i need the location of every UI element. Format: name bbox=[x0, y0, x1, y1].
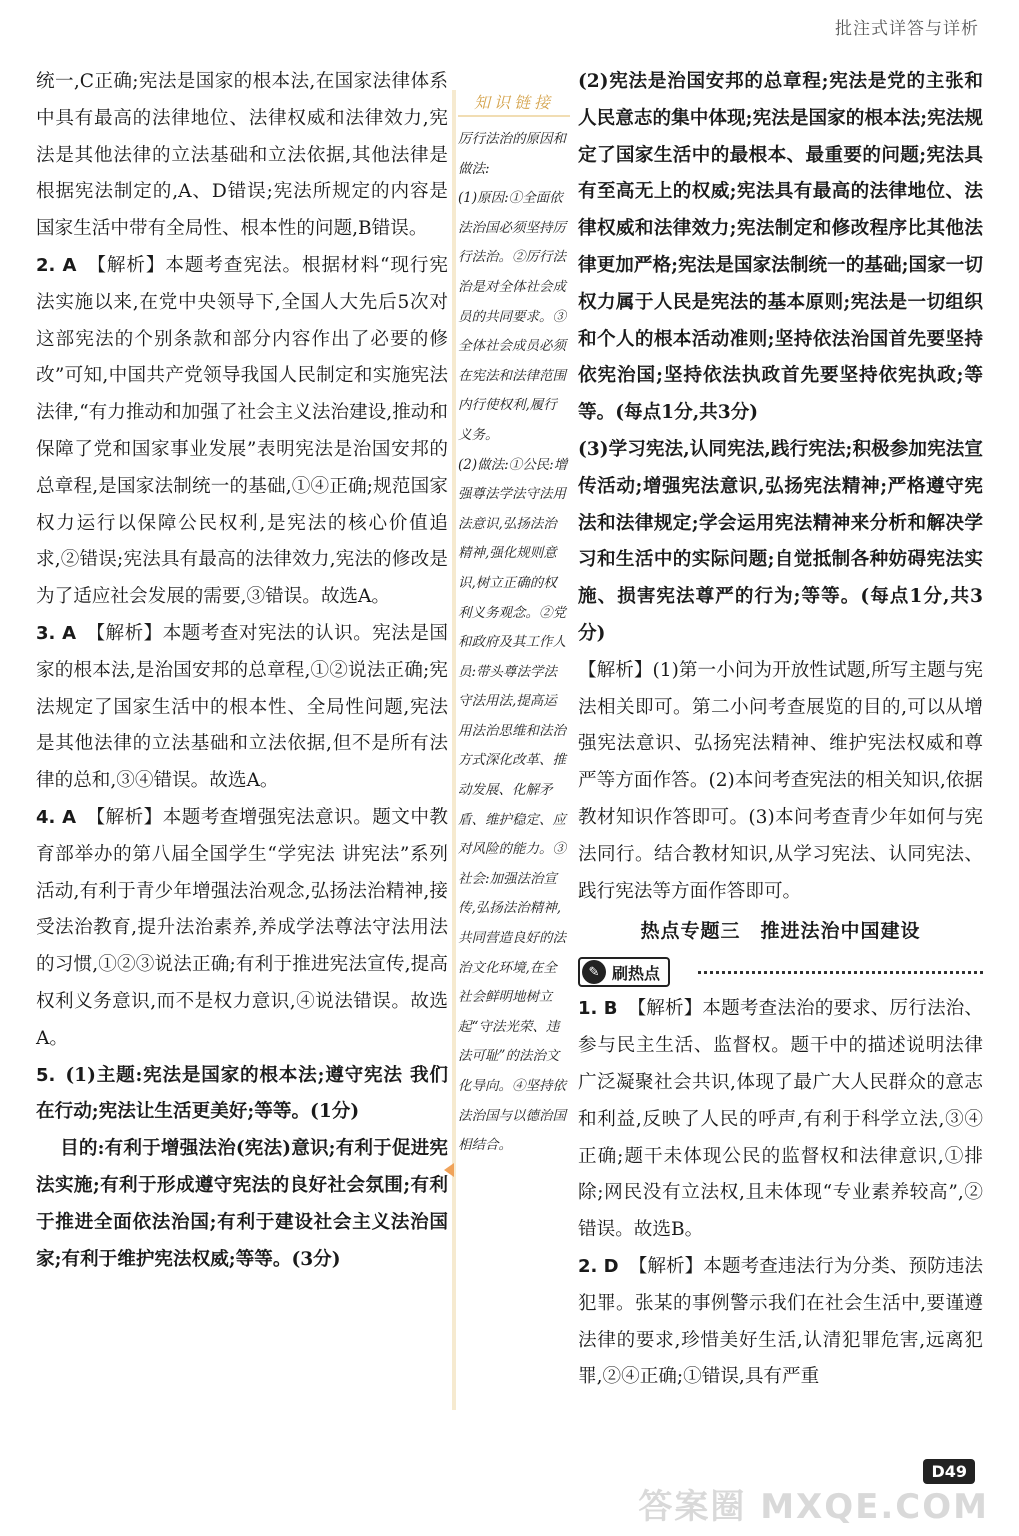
brush-icon: ✎ bbox=[582, 960, 606, 984]
section-title: 热点专题三 推进法治中国建设 bbox=[640, 920, 921, 943]
arrow-left-icon bbox=[444, 1163, 454, 1177]
knowledge-link-body: 厉行法治的原因和做法: (1)原因:①全面依法治国必须坚持厉行法治。②厉行法治是对全体社会成员的共同要求。③全体社会成员必须在宪法和法律范围内行使权利,履行义务。 (2)做法:①公民:增强尊法学法守法用法意识,弘扬法治精神,强化规则意识,树立正确的权利义务观念。②党和政府及其工作人员:带头尊法学法守法用法,提高运用法治思维和法治方式深化改革、推动发展、化解矛盾、维护稳定、应对风险的能力。③社会:加强法治宣传,弘扬法治精神,共同营造良好的法治文化环境,在全社会鲜明地树立起“守法光荣、违法可耻”的法治文化导向。④坚持依法治国与以德治国相结合。 bbox=[458, 131, 568, 1154]
answer-paragraph: 目的:有利于增强法治(宪法)意识;有利于促进宪法实施;有利于形成遵守宪法的良好社会氛围;有利于推进全面依法治国;有利于建设社会主义法治国家;有利于维护宪法权威;等等。(3分) bbox=[36, 1138, 448, 1270]
question-number: 1. B bbox=[578, 998, 618, 1020]
answer-paragraph: 1. B 【解析】本题考查法治的要求、厉行法治、参与民主生活、监督权。题干中的描述说明法律广泛凝聚社会共识,体现了最广大人民群众的意志和利益,反映了人民的呼声,有利于科学立法,③④正确;题干未体现公民的监督权和法律意识,①排除;网民没有立法权,且未体现“专业素养较高”,②错误。故选B。 bbox=[578, 998, 983, 1241]
answer-paragraph: 2. D 【解析】本题考查违法行为分类、预防违法犯罪。张某的事例警示我们在社会生活中,要谨遵法律的要求,珍惜美好生活,认清犯罪危害,远离犯罪,②④正确;①错误,具有严重 bbox=[578, 1255, 983, 1388]
sidebar-divider bbox=[452, 90, 456, 1410]
question-number: 3. A bbox=[36, 622, 77, 644]
left-column bbox=[36, 64, 448, 1278]
answer-paragraph: 统一,C正确;宪法是国家的根本法,在国家法律体系中具有最高的法律地位、法律权威和法律效力,宪法是其他法律的立法基础和立法依据,其他法律是根据宪法制定的,A、D错误;宪法所规定的内容是国家生活中带有全局性、根本性的问题,B错误。 bbox=[36, 71, 448, 240]
watermark: 答案圈 MXQE.COM bbox=[638, 1487, 989, 1527]
answer-paragraph: 【解析】(1)第一小问为开放性试题,所写主题与宪法相关即可。第二小问考查展览的目的,可以从增强宪法意识、弘扬宪法精神、维护宪法权威和尊严等方面作答。(2)本问考查宪法的相关知识,依据教材知识作答即可。(3)本问考查青少年如何与宪法同行。结合教材知识,从学习宪法、认同宪法、践行宪法等方面作答即可。 bbox=[578, 659, 983, 902]
question-number: 5. bbox=[36, 1064, 56, 1086]
question-number: 2. D bbox=[578, 1255, 619, 1277]
answer-paragraph: 3. A 【解析】本题考查对宪法的认识。宪法是国家的根本法,是治国安邦的总章程,①②说法正确;宪法规定了国家生活中的根本性、全局性问题,宪法是其他法律的立法基础和立法依据,但不是所有法律的总和,③④错误。故选A。 bbox=[36, 622, 448, 792]
page-number: D49 bbox=[923, 1459, 975, 1484]
answer-paragraph: 5. (1)主题:宪法是国家的根本法;遵守宪法 我们在行动;宪法让生活更美好;等等。(1分) bbox=[36, 1064, 448, 1123]
question-number: 4. A bbox=[36, 806, 77, 828]
page-header: 批注式详答与详析 bbox=[835, 19, 979, 39]
hot-badge bbox=[578, 957, 670, 987]
hot-label: 刷热点 bbox=[612, 963, 661, 983]
answer-paragraph: (3)学习宪法,认同宪法,践行宪法;积极参加宪法宣传活动;增强宪法意识,弘扬宪法精神;严格遵守宪法和法律规定;学会运用宪法精神来分析和解决学习和生活中的实际问题;自觉抵制各种妨碍宪法实施、损害宪法尊严的行为;等等。(每点1分,共3分) bbox=[578, 438, 983, 644]
right-column bbox=[578, 64, 983, 1396]
question-number: 2. A bbox=[36, 254, 77, 276]
hot-topic-banner bbox=[578, 953, 983, 989]
dotted-divider bbox=[698, 971, 983, 974]
knowledge-link-title: 知识链接 bbox=[458, 90, 570, 117]
answer-paragraph: (2)宪法是治国安邦的总章程;宪法是党的主张和人民意志的集中体现;宪法是国家的根本法;宪法规定了国家生活中的最根本、最重要的问题;宪法具有至高无上的权威;宪法具有最高的法律地位、法律权威和法律效力;宪法制定和修改程序比其他法律更加严格;宪法是国家法制统一的基础;国家一切权力属于人民是宪法的基本原则;宪法是一切组织和个人的根本活动准则;坚持依法治国首先要坚持依宪治国;坚持依法执政首先要坚持依宪执政;等等。(每点1分,共3分) bbox=[578, 71, 983, 424]
answer-paragraph: 2. A 【解析】本题考查宪法。根据材料“现行宪法实施以来,在党中央领导下,全国人大先后5次对这部宪法的个别条款和部分内容作出了必要的修改”可知,中国共产党领导我国人民制定和实施宪法法律,“有力推动和加强了社会主义法治建设,推动和保障了党和国家事业发展”表明宪法是治国安邦的总章程,是国家法制统一的基础,①④正确;规范国家权力运行以保障公民权利,是宪法的核心价值追求,②错误;宪法具有最高的法律效力,宪法的修改是为了适应社会发展的需要,③错误。故选A。 bbox=[36, 254, 449, 608]
knowledge-link-sidebar bbox=[458, 90, 570, 1161]
answer-paragraph: 4. A 【解析】本题考查增强宪法意识。题文中教育部举办的第八届全国学生“学宪法 讲宪法”系列活动,有利于青少年增强法治观念,弘扬法治精神,接受法治教育,提升法治素养,养成学法尊法守法用法的习惯,①②③说法正确;有利于推进宪法宣传,提高权利义务意识,而不是权力意识,④说法错误。故选A。 bbox=[36, 806, 448, 1049]
